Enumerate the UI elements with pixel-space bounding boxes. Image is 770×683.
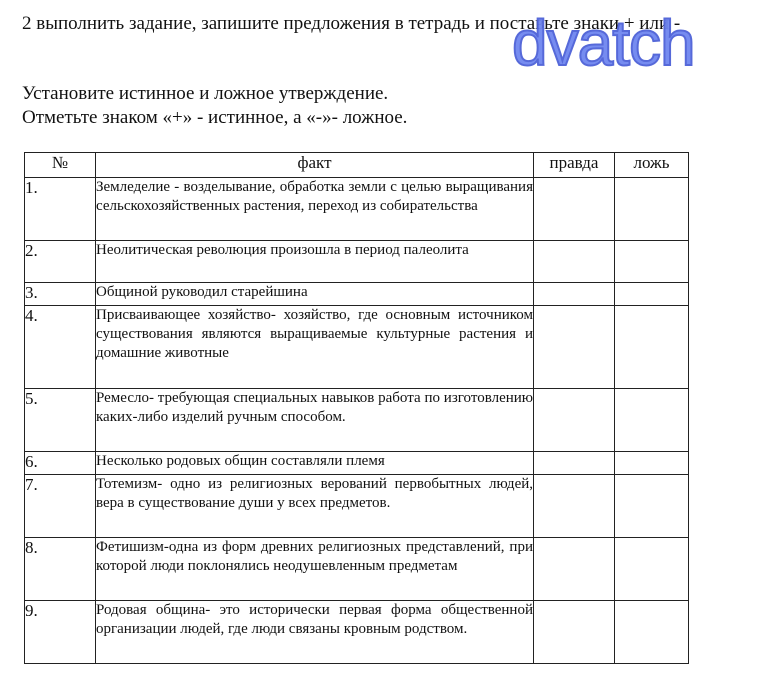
false-cell[interactable] (615, 389, 689, 452)
row-fact: Фетишизм-одна из форм древних религиозных представлений, при которой люди поклонялись неодушевленным предметам (96, 538, 534, 601)
false-cell[interactable] (615, 475, 689, 538)
row-fact: Земледелие - возделывание, обработка земли с целью выращивания сельскохозяйственных растения, переход из собирательства (96, 178, 534, 241)
false-cell[interactable] (615, 452, 689, 475)
false-cell[interactable] (615, 306, 689, 389)
task-statement: 2 выполнить задание, запишите предложения в тетрадь и поставьте знаки + или - (22, 13, 681, 34)
row-fact: Родовая община- это исторически первая форма общественной организации людей, где люди связаны кровным родством. (96, 601, 534, 664)
instruction-line-1: Установите истинное и ложное утверждение. (22, 83, 389, 104)
row-fact: Присваивающее хозяйство- хозяйство, где основным источником существования являются выращиваемые культурные растения и домашние животные (96, 306, 534, 389)
truth-cell[interactable] (534, 389, 615, 452)
false-cell[interactable] (615, 241, 689, 283)
table-row (25, 389, 689, 452)
row-fact: Неолитическая революция произошла в период палеолита (96, 241, 534, 283)
instructions (22, 82, 762, 130)
row-number: 4. (25, 306, 96, 389)
table-row (25, 241, 689, 283)
row-fact: Тотемизм- одно из религиозных верований первобытных людей, вера в существование души у всех предметов. (96, 475, 534, 538)
table-row (25, 283, 689, 306)
truth-cell[interactable] (534, 452, 615, 475)
table-row (25, 178, 689, 241)
truth-cell[interactable] (534, 306, 615, 389)
truth-cell[interactable] (534, 241, 615, 283)
row-fact: Общиной руководил старейшина (96, 283, 534, 306)
table-row (25, 475, 689, 538)
truth-cell[interactable] (534, 538, 615, 601)
header-fact: факт (96, 153, 534, 178)
row-number: 3. (25, 283, 96, 306)
table-row (25, 452, 689, 475)
row-number: 6. (25, 452, 96, 475)
instruction-line-2: Отметьте знаком «+» - истинное, а «-»- ложное. (22, 107, 408, 128)
false-cell[interactable] (615, 178, 689, 241)
row-number: 2. (25, 241, 96, 283)
false-cell[interactable] (615, 601, 689, 664)
row-number: 8. (25, 538, 96, 601)
row-number: 9. (25, 601, 96, 664)
facts-table (24, 152, 689, 664)
header-truth: правда (534, 153, 615, 178)
row-fact: Ремесло- требующая специальных навыков работа по изготовлению каких-либо изделий ручным способом. (96, 389, 534, 452)
row-number: 1. (25, 178, 96, 241)
header-number: № (25, 153, 96, 178)
false-cell[interactable] (615, 283, 689, 306)
header-false: ложь (615, 153, 689, 178)
table-row (25, 538, 689, 601)
row-number: 5. (25, 389, 96, 452)
false-cell[interactable] (615, 538, 689, 601)
table-header-row (25, 153, 689, 178)
truth-cell[interactable] (534, 475, 615, 538)
table-row (25, 601, 689, 664)
truth-cell[interactable] (534, 601, 615, 664)
row-number: 7. (25, 475, 96, 538)
table-row (25, 306, 689, 389)
truth-cell[interactable] (534, 178, 615, 241)
watermark-logo: dvatch (512, 7, 695, 79)
truth-cell[interactable] (534, 283, 615, 306)
row-fact: Несколько родовых общин составляли племя (96, 452, 534, 475)
